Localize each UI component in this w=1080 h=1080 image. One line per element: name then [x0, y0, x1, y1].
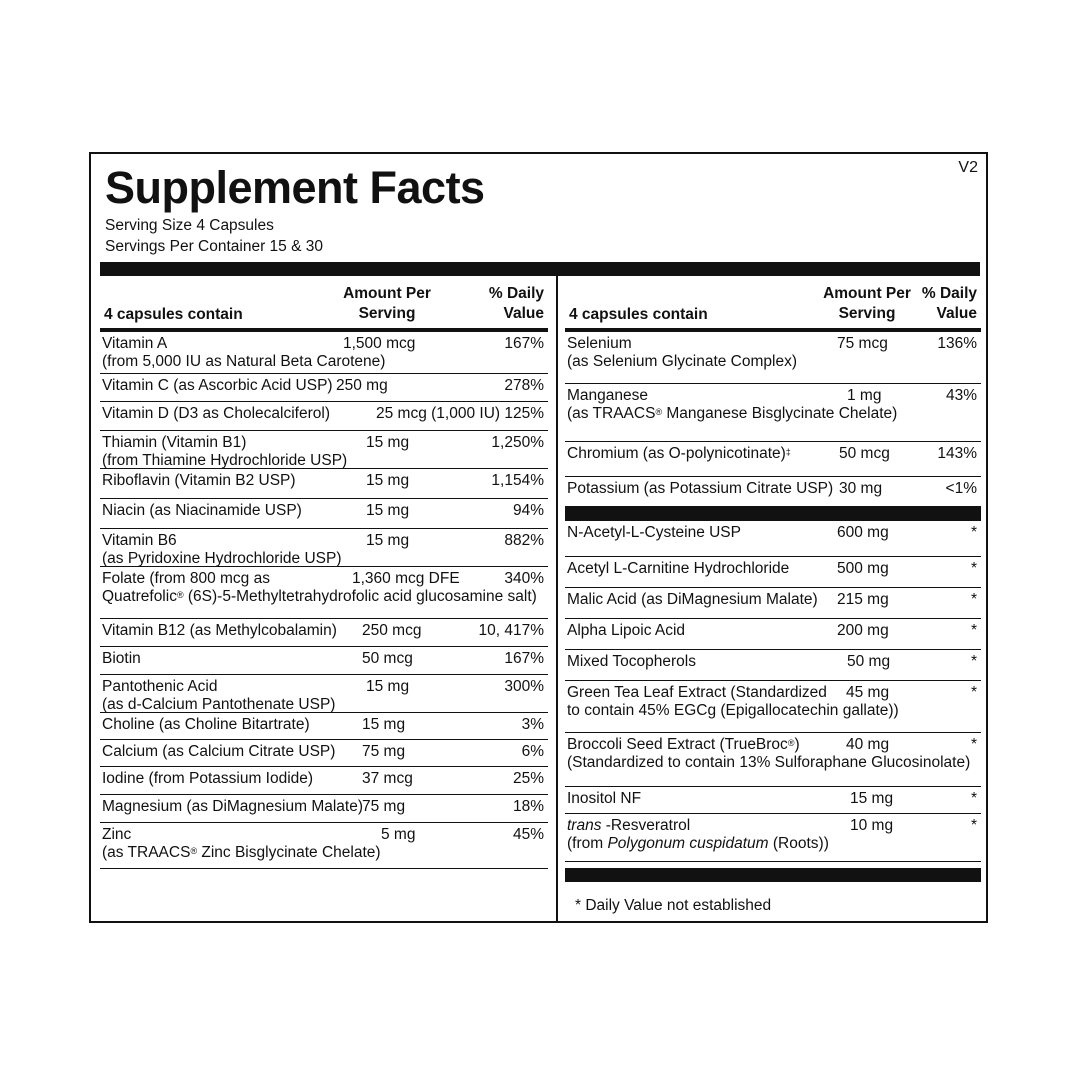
daily-value: <1% [945, 480, 977, 497]
daily-value: * [970, 622, 977, 639]
column-divider [556, 276, 558, 923]
daily-value: * [970, 524, 977, 541]
daily-value: 125% [504, 405, 544, 422]
nutrient-name: Vitamin D (D3 as Cholecalciferol) [102, 405, 330, 422]
amount-per-serving: 15 mg [366, 472, 410, 489]
daily-value: 167% [504, 335, 544, 352]
amount-per-serving: 200 mg [837, 622, 889, 639]
nutrient-name: Niacin (as Niacinamide USP) [102, 502, 302, 519]
nutrient-row [100, 529, 548, 567]
sub-text: Manganese Bisglycinate Chelate) [662, 405, 898, 422]
amount-per-serving: 25 mcg (1,000 IU) [376, 405, 501, 422]
amount-per-serving: 215 mg [837, 591, 889, 608]
supplement-facts-panel [89, 152, 988, 923]
nutrient-detail: to contain 45% EGCg (Epigallocatechin gallate)) [567, 702, 899, 719]
header-dv-line1: % Daily [921, 285, 977, 302]
daily-value: 3% [521, 716, 544, 733]
daily-value: 340% [504, 570, 544, 587]
amount-per-serving: 1 mg [847, 387, 882, 404]
daily-value: 45% [512, 826, 544, 843]
header-amount-line2: Serving [838, 305, 896, 322]
amount-per-serving: 75 mg [362, 743, 406, 760]
header-amount-line1: Amount Per [343, 285, 431, 302]
amount-per-serving: 500 mg [837, 560, 889, 577]
daily-value: 143% [937, 445, 977, 462]
daily-value: 43% [945, 387, 977, 404]
header-dv-line2: Value [936, 305, 977, 322]
nutrient-row [565, 557, 981, 588]
amount-per-serving: 1,360 mcg DFE [352, 570, 460, 587]
nutrient-name: Manganese [567, 387, 649, 404]
nutrient-row [100, 332, 548, 374]
sub-text: (as TRAACS [102, 844, 191, 861]
amount-per-serving: 15 mg [366, 502, 410, 519]
nutrient-row [100, 499, 548, 529]
daily-value: 882% [504, 532, 544, 549]
nutrient-row [100, 795, 548, 823]
nutrient-name: N-Acetyl-L-Cysteine USP [567, 524, 741, 541]
nutrient-name: Vitamin B6 [102, 532, 177, 549]
registered-mark: ® [655, 407, 663, 417]
nutrient-detail: (Standardized to contain 13% Sulforaphane Glucosinolate) [567, 754, 971, 771]
version-label: V2 [958, 159, 978, 176]
amount-per-serving: 15 mg [366, 532, 410, 549]
nutrient-row [100, 823, 548, 869]
nutrient-name: Mixed Tocopherols [567, 653, 696, 670]
name-text: Broccoli Seed Extract (TrueBroc [567, 736, 788, 753]
header-dv-line2: Value [503, 305, 544, 322]
nutrient-detail [567, 835, 829, 853]
header-amount-line2: Serving [358, 305, 416, 322]
amount-per-serving: 45 mg [846, 684, 890, 701]
nutrient-detail: (as d-Calcium Pantothenate USP) [102, 696, 336, 713]
amount-per-serving: 50 mcg [839, 445, 890, 462]
nutrient-name: Folate (from 800 mcg as [102, 570, 270, 587]
nutrient-detail: (from Thiamine Hydrochloride USP) [102, 452, 348, 469]
nutrient-row [565, 814, 981, 862]
sub-text: (Roots)) [768, 835, 829, 852]
nutrient-name: Choline (as Choline Bitartrate) [102, 716, 310, 733]
nutrient-name: Riboflavin (Vitamin B2 USP) [102, 472, 296, 489]
nutrient-row [565, 477, 981, 507]
nutrient-row [565, 384, 981, 442]
header-amount [815, 284, 919, 324]
nutrient-row [565, 619, 981, 650]
right-column [565, 276, 981, 882]
nutrient-name: Vitamin A [102, 335, 168, 352]
nutrient-row [565, 733, 981, 787]
nutrient-name: Magnesium (as DiMagnesium Malate) [102, 798, 364, 815]
right-nutrient-list [565, 332, 981, 507]
nutrient-row [100, 402, 548, 431]
right-header [565, 276, 981, 328]
servings-per-container: Servings Per Container 15 & 30 [105, 238, 323, 255]
nutrient-name: Calcium (as Calcium Citrate USP) [102, 743, 336, 760]
nutrient-row [565, 588, 981, 619]
sub-text: (from [567, 835, 608, 852]
amount-per-serving: 50 mg [847, 653, 891, 670]
sub-text: (6S)-5-Methyltetrahydrofolic acid glucosamine salt) [183, 588, 537, 605]
nutrient-row [100, 713, 548, 740]
nutrient-row [100, 619, 548, 647]
amount-per-serving: 600 mg [837, 524, 889, 541]
amount-per-serving: 30 mg [839, 480, 883, 497]
amount-per-serving: 75 mcg [837, 335, 888, 352]
nutrient-row [565, 787, 981, 814]
nutrient-detail [567, 405, 897, 423]
nutrient-row [100, 647, 548, 675]
header-label: 4 capsules contain [104, 306, 243, 323]
header-daily-value [922, 284, 977, 324]
nutrient-row [565, 681, 981, 733]
serving-size: Serving Size 4 Capsules [105, 217, 274, 234]
nutrient-row [565, 332, 981, 384]
left-header [100, 276, 548, 328]
nutrient-name: Thiamin (Vitamin B1) [102, 434, 247, 451]
nutrient-name: Biotin [102, 650, 141, 667]
name-text: ) [794, 736, 800, 753]
nutrient-name: Acetyl L-Carnitine Hydrochloride [567, 560, 790, 577]
sub-italic: Polygonum cuspidatum [607, 835, 769, 852]
sub-text: (as TRAACS [567, 405, 656, 422]
nutrient-detail [102, 588, 537, 606]
nutrient-row [100, 740, 548, 767]
header-amount-line1: Amount Per [823, 285, 911, 302]
daily-value: 94% [512, 502, 544, 519]
section-bar [565, 507, 981, 521]
header-daily-value [489, 284, 544, 324]
amount-per-serving: 1,500 mcg [343, 335, 416, 352]
nutrient-name [567, 817, 690, 835]
header-bar [100, 262, 980, 276]
nutrient-name: Vitamin B12 (as Methylcobalamin) [102, 622, 337, 639]
header-label: 4 capsules contain [569, 306, 708, 323]
nutrient-row [565, 442, 981, 477]
nutrient-detail: (as Pyridoxine Hydrochloride USP) [102, 550, 342, 567]
nutrient-name: Pantothenic Acid [102, 678, 218, 695]
amount-per-serving: 250 mcg [362, 622, 422, 639]
nutrient-name [567, 445, 791, 463]
amount-per-serving: 10 mg [850, 817, 894, 834]
daily-value: 6% [521, 743, 544, 760]
nutrient-name: Potassium (as Potassium Citrate USP) [567, 480, 834, 497]
amount-per-serving: 75 mg [362, 798, 406, 815]
name-italic: trans [567, 817, 602, 834]
nutrient-name: Selenium [567, 335, 632, 352]
sub-text: Quatrefolic [102, 588, 177, 605]
nutrient-name: Green Tea Leaf Extract (Standardized [567, 684, 827, 701]
nutrient-row [100, 469, 548, 499]
amount-per-serving: 15 mg [366, 434, 410, 451]
amount-per-serving: 15 mg [362, 716, 406, 733]
amount-per-serving: 40 mg [846, 736, 890, 753]
nutrient-row [565, 521, 981, 557]
amount-per-serving: 37 mcg [362, 770, 413, 787]
amount-per-serving: 5 mg [381, 826, 416, 843]
daily-value: * [970, 684, 977, 701]
amount-per-serving: 15 mg [850, 790, 894, 807]
nutrient-name: Iodine (from Potassium Iodide) [102, 770, 314, 787]
name-text: -Resveratrol [601, 817, 691, 834]
daily-value: * [970, 591, 977, 608]
left-nutrient-list [100, 332, 548, 869]
nutrient-row [100, 767, 548, 795]
daily-value: 136% [937, 335, 977, 352]
nutrient-row [100, 374, 548, 402]
daily-value: 25% [512, 770, 544, 787]
daily-value: * [970, 653, 977, 670]
nutrient-name: Inositol NF [567, 790, 642, 807]
footnote: * Daily Value not established [575, 897, 772, 914]
nutrient-name: Zinc [102, 826, 132, 843]
nutrient-name: Vitamin C (as Ascorbic Acid USP) [102, 377, 333, 394]
nutrient-name: Malic Acid (as DiMagnesium Malate) [567, 591, 818, 608]
left-column [100, 276, 548, 869]
nutrient-detail [102, 844, 381, 862]
daily-value: * [970, 817, 977, 834]
nutrient-detail: (as Selenium Glycinate Complex) [567, 353, 798, 370]
nutrient-detail: (from 5,000 IU as Natural Beta Carotene) [102, 353, 386, 370]
daily-value: 278% [504, 377, 544, 394]
registered-mark: ® [176, 590, 184, 600]
daily-value: 1,154% [491, 472, 544, 489]
daily-value: * [970, 560, 977, 577]
header-amount [332, 284, 442, 324]
daily-value: 167% [504, 650, 544, 667]
registered-mark: ® [190, 846, 198, 856]
sub-text: Zinc Bisglycinate Chelate) [197, 844, 381, 861]
right-other-ingredients-list [565, 521, 981, 862]
daily-value: 10, 417% [478, 622, 544, 639]
header-dv-line1: % Daily [488, 285, 544, 302]
daily-value: * [970, 790, 977, 807]
panel-title: Supplement Facts [105, 162, 485, 213]
amount-per-serving: 50 mcg [362, 650, 413, 667]
nutrient-name [567, 736, 800, 754]
name-text: Chromium (as O-polynicotinate) [567, 445, 786, 462]
superscript-mark: ‡ [785, 447, 791, 457]
bottom-bar [565, 868, 981, 882]
daily-value: 300% [504, 678, 544, 695]
superscript-mark: ® [787, 738, 795, 748]
amount-per-serving: 250 mg [336, 377, 388, 394]
nutrient-row [100, 675, 548, 713]
daily-value: 18% [512, 798, 544, 815]
amount-per-serving: 15 mg [366, 678, 410, 695]
daily-value: 1,250% [491, 434, 544, 451]
nutrient-row [565, 650, 981, 681]
daily-value: * [970, 736, 977, 753]
nutrient-row [100, 431, 548, 469]
nutrient-row [100, 567, 548, 619]
nutrient-name: Alpha Lipoic Acid [567, 622, 686, 639]
